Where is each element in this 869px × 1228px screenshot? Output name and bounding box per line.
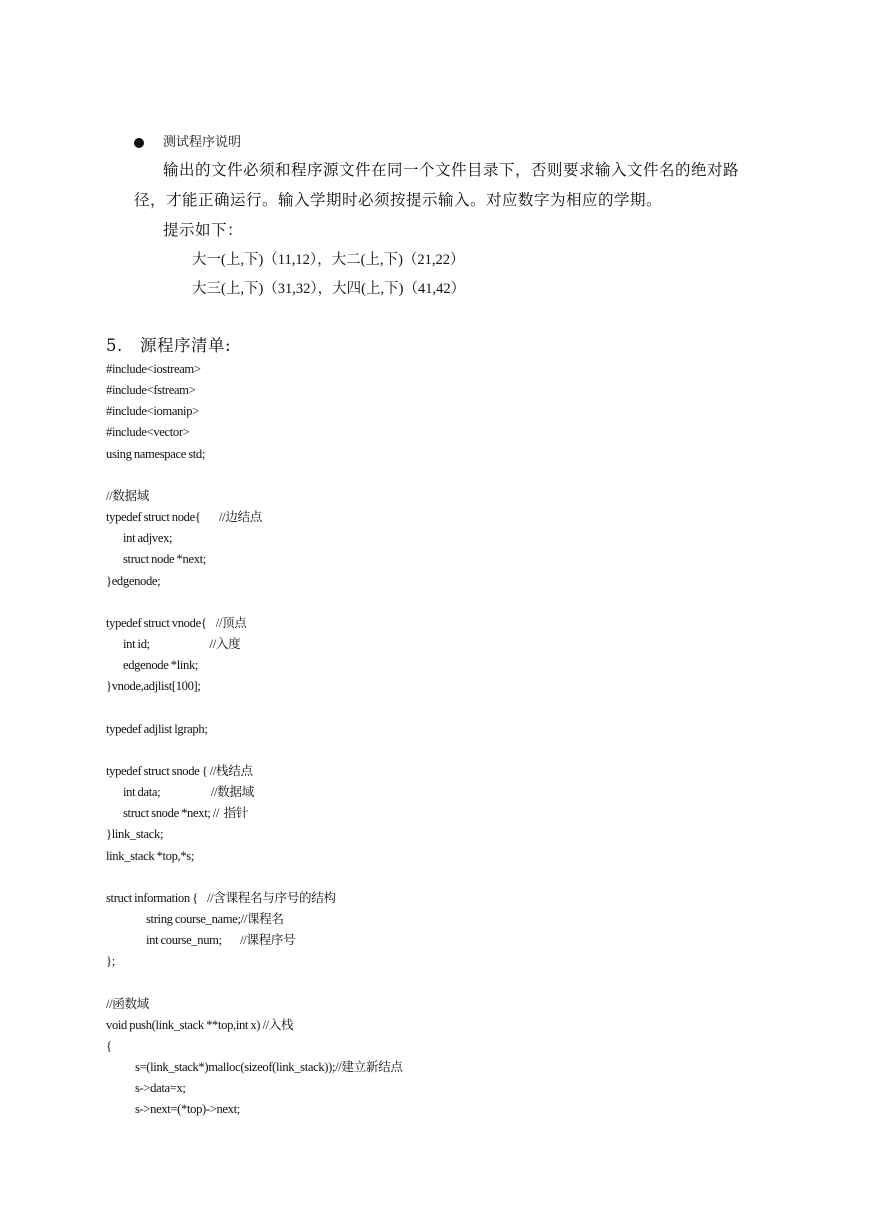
code-line: struct information { //含课程名与序号的结构 [106, 891, 336, 905]
code-line: typedef struct vnode{ //顶点 [106, 616, 247, 630]
semester-codes-line: 大三(上,下)（31,32），大四(上,下)（41,42） [192, 281, 466, 297]
code-line: edgenode *link; [123, 658, 199, 672]
section-heading: 5. 源程序清单: [106, 336, 232, 355]
code-line: typedef struct snode { //栈结点 [106, 764, 253, 778]
code-line: string course_name;//课程名 [146, 912, 284, 926]
code-line: int id; //入度 [123, 637, 241, 651]
code-line: }link_stack; [106, 827, 164, 841]
code-line: s=(link_stack*)malloc(sizeof(link_stack));//建立新结点 [135, 1060, 403, 1074]
paragraph-line: 径，才能正确运行。输入学期时必须按提示输入。对应数字为相应的学期。 [134, 191, 663, 209]
code-line: struct node *next; [123, 552, 206, 566]
code-line: }; [106, 954, 115, 968]
code-line: struct snode *next; // 指针 [123, 806, 249, 820]
code-line: int course_num; //课程序号 [146, 933, 296, 947]
code-line: }edgenode; [106, 574, 161, 588]
code-line: #include<fstream> [106, 383, 196, 397]
code-line: //函数域 [106, 997, 150, 1011]
code-line: using namespace std; [106, 447, 206, 461]
semester-codes-line: 大一(上,下)（11,12），大二(上,下)（21,22） [192, 252, 465, 268]
code-line: int data; //数据域 [123, 785, 254, 799]
code-line: link_stack *top,*s; [106, 849, 194, 863]
code-line: typedef adjlist lgraph; [106, 722, 208, 736]
code-line: void push(link_stack **top,int x) //入栈 [106, 1018, 294, 1032]
code-line: //数据域 [106, 489, 150, 503]
code-line: typedef struct node{ //边结点 [106, 510, 262, 524]
code-line: #include<iomanip> [106, 404, 199, 418]
code-line: int adjvex; [123, 531, 173, 545]
bullet-title: 测试程序说明 [163, 135, 242, 150]
paragraph-line: 输出的文件必须和程序源文件在同一个文件目录下，否则要求输入文件名的绝对路 [163, 161, 740, 179]
code-line: #include<vector> [106, 425, 190, 439]
code-line: { [106, 1039, 112, 1053]
code-line: }vnode,adjlist[100]; [106, 679, 201, 693]
code-line: s->data=x; [135, 1081, 186, 1095]
bullet-icon [134, 138, 144, 148]
code-line: #include<iostream> [106, 362, 201, 376]
code-line: s->next=(*top)->next; [135, 1102, 240, 1116]
hint-label: 提示如下： [163, 221, 244, 239]
